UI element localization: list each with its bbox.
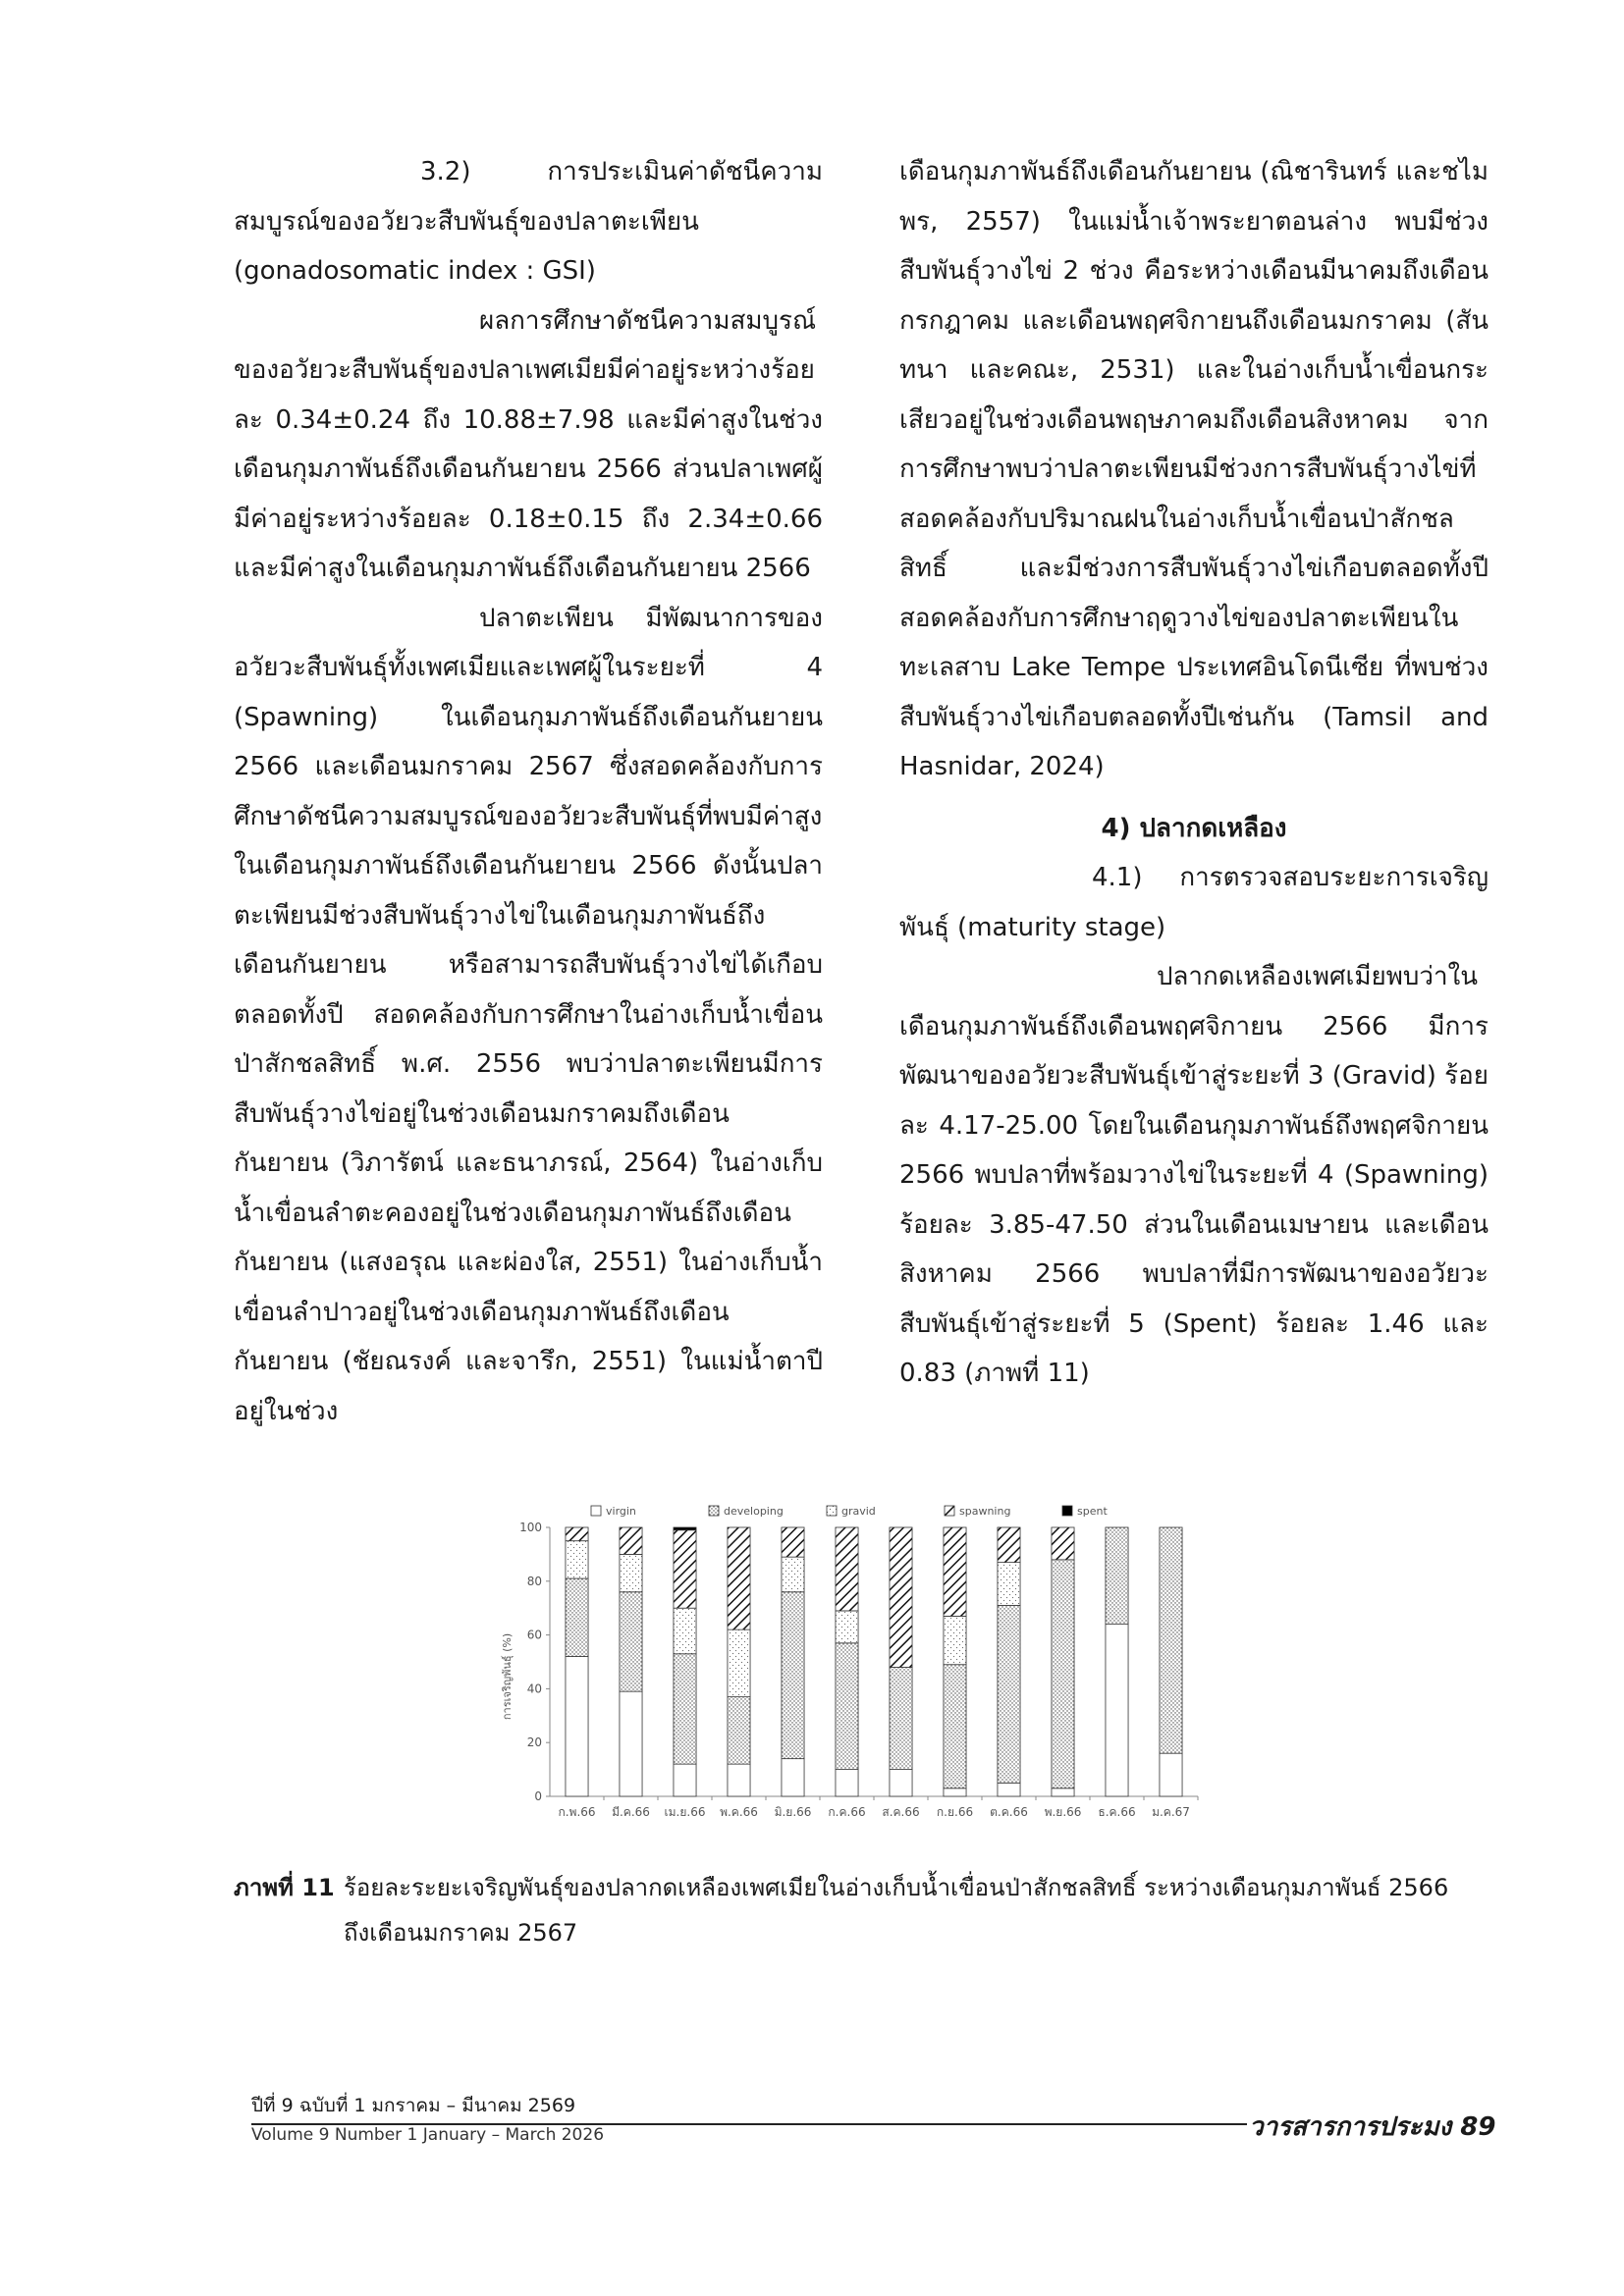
bar-segment-developing bbox=[620, 1592, 642, 1691]
x-tick-label: พ.ย.66 bbox=[1044, 1805, 1082, 1819]
bar-segment-developing bbox=[836, 1643, 858, 1770]
page-number: 89 bbox=[1460, 2112, 1496, 2142]
legend-label-developing: developing bbox=[724, 1505, 784, 1518]
journal-name: วารสารการประมง bbox=[1249, 2112, 1452, 2142]
chart-bars bbox=[566, 1527, 1182, 1796]
y-axis-label: การเจริญพันธุ์ (%) bbox=[501, 1632, 514, 1721]
bar-segment-virgin bbox=[1160, 1753, 1182, 1796]
bar-segment-developing bbox=[998, 1605, 1020, 1783]
bar-segment-virgin bbox=[998, 1783, 1020, 1796]
x-tick-label: พ.ค.66 bbox=[720, 1805, 758, 1819]
x-tick-label: มิ.ย.66 bbox=[774, 1805, 812, 1819]
bar-segment-spawning bbox=[890, 1527, 912, 1667]
y-tick-label: 80 bbox=[526, 1574, 542, 1588]
bar-segment-virgin bbox=[782, 1759, 804, 1796]
bar-segment-virgin bbox=[836, 1770, 858, 1796]
bar-segment-developing bbox=[1106, 1527, 1128, 1625]
y-tick-label: 100 bbox=[519, 1521, 542, 1534]
footer-issue bbox=[251, 2091, 604, 2150]
legend-swatch-spawning bbox=[945, 1506, 954, 1516]
bar-segment-spawning bbox=[944, 1527, 966, 1616]
maturity-results-paragraph: ปลากดเหลืองเพศเมียพบว่าในเดือนกุมภาพันธ์ถึงเดือนพฤศจิกายน 2566 มีการพัฒนาของอวัยวะสืบพันธุ์เข้าสู่ระยะที่ 3 (Gravid) ร้อยละ 4.17-25.00 โดยในเดือนกุมภาพันธ์ถึงพฤศจิกายน 2566 พบปลาที่พร้อมวางไข่ในระยะที่ 4 (Spawning) ร้อยละ 3.85-47.50 ส่วนในเดือนเมษายน และเดือนสิงหาคม 2566 พบปลาที่มีการพัฒนาของอวัยวะสืบพันธุ์เข้าสู่ระยะที่ 5 (Spent) ร้อยละ 1.46 และ 0.83 (ภาพที่ 11) bbox=[899, 962, 1489, 1388]
x-tick-label: ธ.ค.66 bbox=[1098, 1805, 1136, 1819]
x-tick-label: มี.ค.66 bbox=[612, 1805, 650, 1819]
chart-legend bbox=[591, 1505, 1108, 1518]
legend-label-gravid: gravid bbox=[841, 1505, 876, 1518]
bar-segment-gravid bbox=[674, 1608, 696, 1654]
legend-swatch-spent bbox=[1062, 1506, 1072, 1516]
bar-segment-developing bbox=[1052, 1560, 1074, 1789]
footer-english: Volume 9 Number 1 January – March 2026 bbox=[251, 2125, 605, 2145]
legend-label-spawning: spawning bbox=[959, 1505, 1011, 1518]
bar-segment-virgin bbox=[728, 1764, 750, 1796]
bar-segment-developing bbox=[1160, 1527, 1182, 1753]
footer-journal bbox=[1249, 2107, 1495, 2147]
right-column bbox=[899, 147, 1489, 1399]
bar-segment-developing bbox=[674, 1654, 696, 1764]
bar-segment-virgin bbox=[1106, 1625, 1128, 1796]
bar-segment-gravid bbox=[998, 1563, 1020, 1606]
gsi-results-paragraph: ผลการศึกษาดัชนีความสมบูรณ์ของอวัยวะสืบพันธุ์ของปลาเพศเมียมีค่าอยู่ระหว่างร้อยละ 0.34±0.24 ถึง 10.88±7.98 และมีค่าสูงในช่วงเดือนกุมภาพันธ์ถึงเดือนกันยายน 2566 ส่วนปลาเพศผู้มีค่าอยู่ระหว่างร้อยละ 0.18±0.15 ถึง 2.34±0.66 และมีค่าสูงในเดือนกุมภาพันธ์ถึงเดือนกันยายน 2566 bbox=[234, 305, 823, 583]
legend-label-virgin: virgin bbox=[606, 1505, 636, 1518]
bar-segment-developing bbox=[782, 1592, 804, 1759]
chart-x-ticks bbox=[558, 1796, 1198, 1819]
y-tick-label: 60 bbox=[526, 1628, 542, 1642]
bar-segment-gravid bbox=[836, 1611, 858, 1643]
bar-segment-spawning bbox=[782, 1527, 804, 1557]
bar-segment-developing bbox=[890, 1667, 912, 1769]
legend-swatch-developing bbox=[709, 1506, 719, 1516]
footer-thai: ปีที่ 9 ฉบับที่ 1 มกราคม – มีนาคม 2569 bbox=[251, 2095, 576, 2116]
bar-segment-gravid bbox=[620, 1554, 642, 1591]
bar-segment-spawning bbox=[620, 1527, 642, 1554]
caption-line-2: ถึงเดือนมกราคม 2567 bbox=[344, 1919, 578, 1947]
bar-segment-virgin bbox=[674, 1764, 696, 1796]
bar-segment-developing bbox=[566, 1578, 588, 1656]
legend-label-spent: spent bbox=[1077, 1505, 1108, 1518]
caption-line-1: ร้อยละระยะเจริญพันธุ์ของปลากดเหลืองเพศเมียในอ่างเก็บน้ำเขื่อนป่าสักชลสิทธิ์ ระหว่างเดือนกุมภาพันธ์ 2566 bbox=[344, 1874, 1449, 1901]
bar-segment-spawning bbox=[836, 1527, 858, 1611]
bar-segment-spent bbox=[674, 1527, 696, 1530]
figure-label: ภาพที่ 11 bbox=[234, 1874, 335, 1901]
legend-swatch-gravid bbox=[827, 1506, 837, 1516]
x-tick-label: ก.พ.66 bbox=[558, 1805, 596, 1819]
bar-segment-spawning bbox=[566, 1527, 588, 1541]
x-tick-label: ก.ย.66 bbox=[936, 1805, 974, 1819]
x-tick-label: ก.ค.66 bbox=[828, 1805, 866, 1819]
bar-segment-spawning bbox=[998, 1527, 1020, 1563]
y-tick-label: 20 bbox=[526, 1735, 542, 1750]
bar-segment-gravid bbox=[728, 1629, 750, 1697]
x-tick-label: เม.ย.66 bbox=[664, 1805, 706, 1819]
bar-segment-virgin bbox=[944, 1789, 966, 1796]
bar-segment-virgin bbox=[890, 1770, 912, 1796]
bar-segment-developing bbox=[728, 1697, 750, 1765]
left-column bbox=[234, 147, 823, 1436]
y-tick-label: 0 bbox=[534, 1789, 542, 1803]
bar-segment-spawning bbox=[728, 1527, 750, 1629]
bar-segment-developing bbox=[944, 1665, 966, 1789]
maturity-stage-chart bbox=[481, 1502, 1208, 1836]
bar-segment-spawning bbox=[1052, 1527, 1074, 1560]
bar-segment-gravid bbox=[782, 1557, 804, 1592]
figure-caption bbox=[234, 1865, 1471, 1955]
bar-segment-spawning bbox=[674, 1530, 696, 1608]
legend-swatch-virgin bbox=[591, 1506, 601, 1516]
bar-segment-virgin bbox=[566, 1657, 588, 1796]
section-4-heading: 4) ปลากดเหลือง bbox=[1101, 813, 1287, 843]
spawning-discussion-paragraph: ปลาตะเพียน มีพัฒนาการของอวัยวะสืบพันธุ์ทั้งเพศเมียและเพศผู้ในระยะที่ 4 (Spawning) ในเดือนกุมภาพันธ์ถึงเดือนกันยายน 2566 และเดือนมกราคม 2567 ซึ่งสอดคล้องกับการศึกษาดัชนีความสมบูรณ์ของอวัยวะสืบพันธุ์ที่พบมีค่าสูงในเดือนกุมภาพันธ์ถึงเดือนกันยายน 2566 ดังนั้นปลาตะเพียนมีช่วงสืบพันธุ์วางไข่ในเดือนกุมภาพันธ์ถึงเดือนกันยายน หรือสามารถสืบพันธุ์วางไข่ได้เกือบตลอดทั้งปี สอดคล้องกับการศึกษาในอ่างเก็บน้ำเขื่อนป่าสักชลสิทธิ์ พ.ศ. 2556 พบว่าปลาตะเพียนมีการสืบพันธุ์วางไข่อยู่ในช่วงเดือนมกราคมถึงเดือนกันยายน (วิภารัตน์ และธนาภรณ์, 2564) ในอ่างเก็บน้ำเขื่อนลำตะคองอยู่ในช่วงเดือนกุมภาพันธ์ถึงเดือนกันยายน (แสงอรุณ และผ่องใส, 2551) ในอ่างเก็บน้ำเขื่อนลำปาวอยู่ในช่วงเดือนกุมภาพันธ์ถึงเดือนกันยายน (ชัยณรงค์ และจารึก, 2551) ในแม่น้ำตาปีอยู่ในช่วง bbox=[234, 603, 823, 1426]
spawning-discussion-continued: เดือนกุมภาพันธ์ถึงเดือนกันยายน (ณิชารินทร์ และชไมพร, 2557) ในแม่น้ำเจ้าพระยาตอนล่าง พบมีช่วงสืบพันธุ์วางไข่ 2 ช่วง คือระหว่างเดือนมีนาคมถึงเดือนกรกฎาคม และเดือนพฤศจิกายนถึงเดือนมกราคม (สันทนา และคณะ, 2531) และในอ่างเก็บน้ำเขื่อนกระเสียวอยู่ในช่วงเดือนพฤษภาคมถึงเดือนสิงหาคม จากการศึกษาพบว่าปลาตะเพียนมีช่วงการสืบพันธุ์วางไข่ที่สอดคล้องกับปริมาณฝนในอ่างเก็บน้ำเขื่อนป่าสักชลสิทธิ์ และมีช่วงการสืบพันธุ์วางไข่เกือบตลอดทั้งปี สอดคล้องกับการศึกษาฤดูวางไข่ของปลาตะเพียนในทะเลสาบ Lake Tempe ประเทศอินโดนีเซีย ที่พบช่วงสืบพันธุ์วางไข่เกือบตลอดทั้งปีเช่นกัน (Tamsil and Hasnidar, 2024) bbox=[899, 157, 1489, 781]
bar-segment-gravid bbox=[944, 1616, 966, 1664]
section-4-1-heading: 4.1) การตรวจสอบระยะการเจริญพันธุ์ (maturity stage) bbox=[899, 863, 1489, 942]
section-3-2-heading: 3.2) การประเมินค่าดัชนีความสมบูรณ์ของอวัยวะสืบพันธุ์ของปลาตะเพียน (gonadosomatic index : GSI) bbox=[234, 157, 823, 286]
x-tick-label: ส.ค.66 bbox=[882, 1805, 920, 1819]
bar-segment-virgin bbox=[1052, 1789, 1074, 1796]
x-tick-label: ม.ค.67 bbox=[1152, 1805, 1190, 1819]
bar-segment-virgin bbox=[620, 1691, 642, 1796]
bar-segment-gravid bbox=[566, 1541, 588, 1578]
footer-rule bbox=[251, 2123, 1247, 2125]
y-tick-label: 40 bbox=[526, 1682, 542, 1696]
x-tick-label: ต.ค.66 bbox=[990, 1805, 1028, 1819]
